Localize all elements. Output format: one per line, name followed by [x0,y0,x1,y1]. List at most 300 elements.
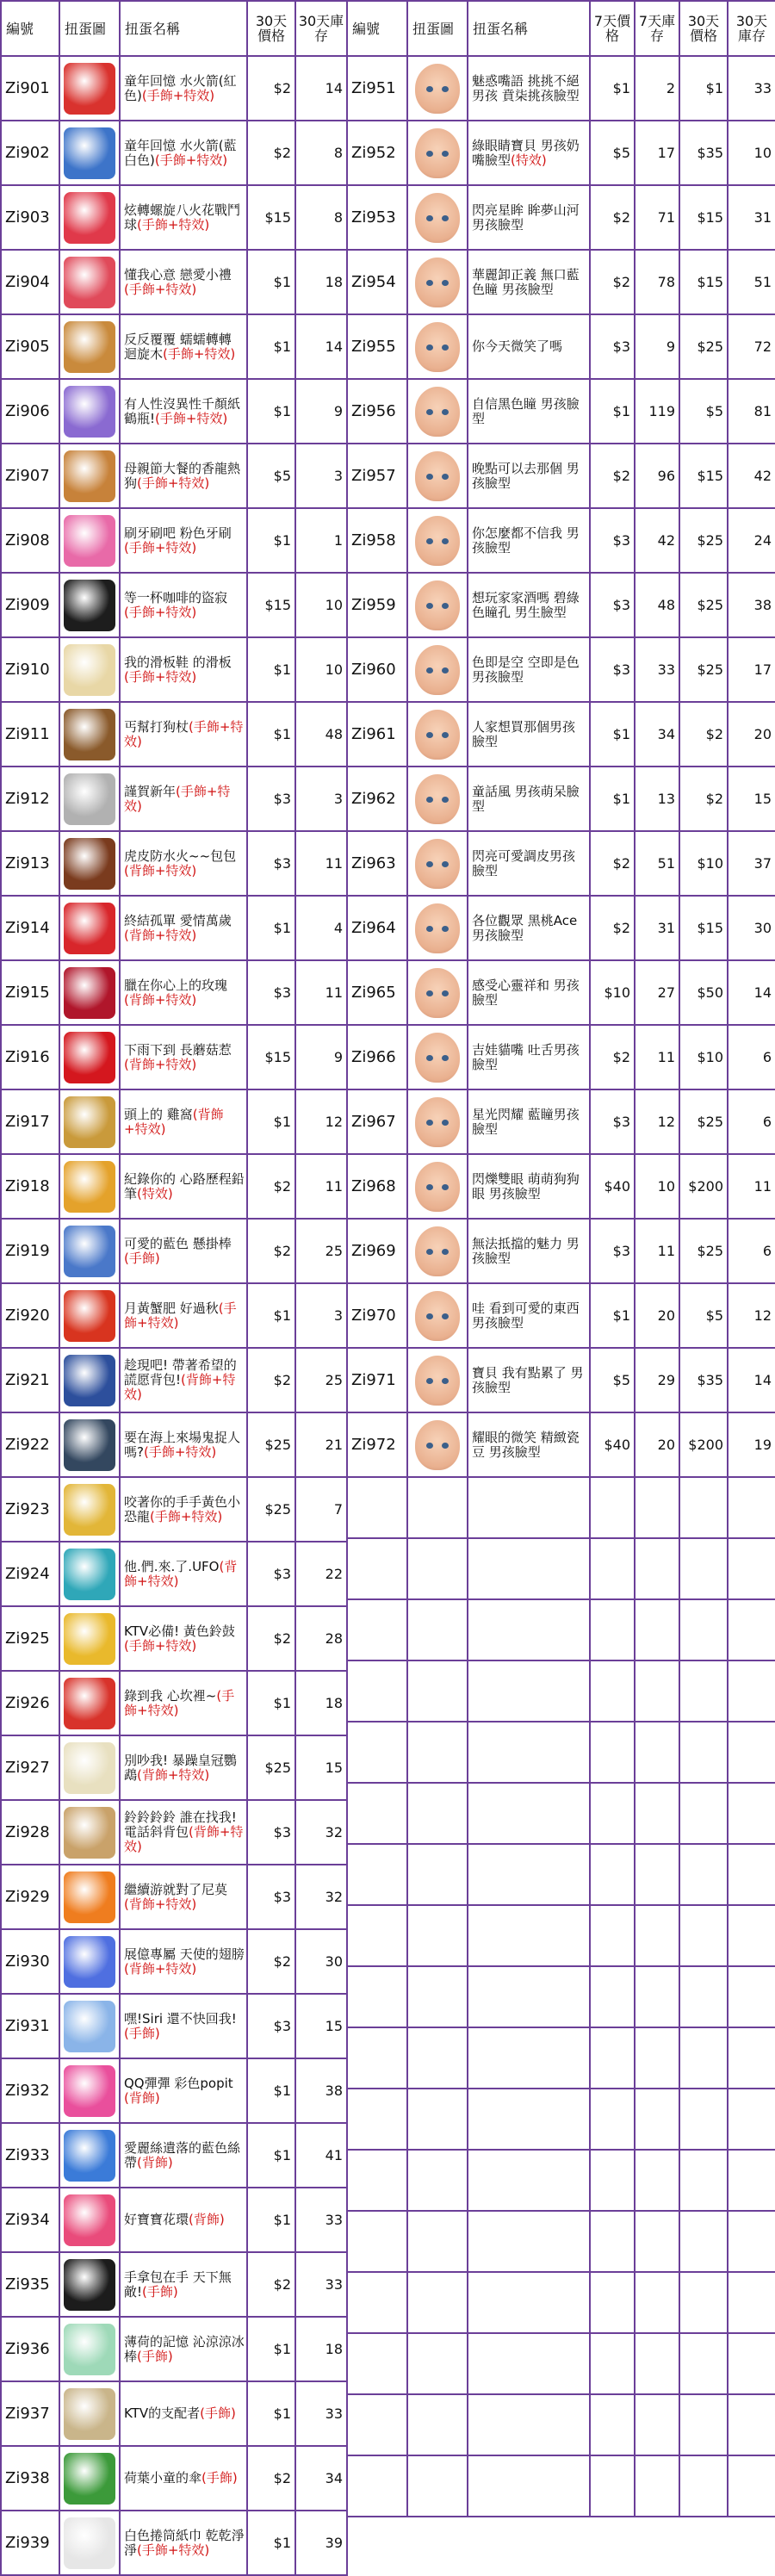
item-name-cell [468,1412,590,1477]
price-30: $1 [247,2188,295,2252]
item-type-tag: (手飾+特效) [124,604,197,620]
stock-7: 17 [635,121,679,185]
item-name: 等一杯咖啡的盜寂 [124,589,228,605]
item-image-cell [59,831,120,896]
item-code: Zi964 [347,896,407,960]
rocket-red-icon [64,63,115,115]
empty-cell [347,1538,407,1599]
empty-cell [590,2150,635,2211]
item-type-tag: (手飾+特效) [124,539,197,556]
item-image-cell [407,1089,468,1154]
empty-row [347,1477,775,1538]
item-code: Zi961 [347,702,407,767]
item-image-cell [59,121,120,185]
item-type-tag: (手飾+特效) [124,1300,237,1331]
empty-cell [590,1477,635,1538]
item-image-cell [407,1025,468,1089]
angel-wings-icon [64,1936,115,1988]
item-name-cell [120,1219,247,1283]
boy-face-icon [415,1420,460,1470]
table-row [1,2188,347,2252]
item-type-tag: (手飾+特效) [124,281,197,297]
item-code: Zi966 [347,1025,407,1089]
item-name-cell [120,960,247,1025]
stock-7: 51 [635,831,679,896]
empty-cell [635,2027,679,2089]
table-row [1,637,347,702]
stock-7: 29 [635,1348,679,1412]
item-name: 母親節大餐的香龍熱狗 [124,460,241,491]
empty-cell [407,2211,468,2272]
empty-cell [635,1660,679,1722]
nest-icon [64,1096,115,1148]
empty-cell [679,1538,728,1599]
boy-face-icon [415,1291,460,1341]
table-row [347,702,775,767]
item-name-cell [120,1089,247,1154]
boy-face-icon [415,774,460,824]
stock-7: 12 [635,1089,679,1154]
item-type-tag: (特效) [511,152,547,168]
table-row [347,831,775,896]
table-row [1,831,347,896]
wand-icon [64,1226,115,1277]
price-30: $2 [247,2446,295,2511]
item-image-cell [59,1671,120,1735]
stock-30: 38 [728,573,775,637]
item-image-cell [407,444,468,508]
stock-7: 78 [635,250,679,314]
staff-icon [64,709,115,760]
table-row [347,56,775,121]
table-row [347,896,775,960]
item-name-cell [468,379,590,444]
item-name: 刷牙刷吧 粉色牙刷 [124,525,232,541]
item-image-cell [407,573,468,637]
stock-30: 22 [295,1542,347,1606]
stock-30: 24 [728,508,775,573]
stock-30: 8 [295,121,347,185]
empty-cell [347,1905,407,1966]
stock-30: 32 [295,1865,347,1929]
right-header-row [347,1,775,56]
empty-cell [468,1660,590,1722]
price-7: $3 [590,1089,635,1154]
empty-cell [590,1538,635,1599]
crab-icon [64,1290,115,1342]
price-30: $35 [679,121,728,185]
empty-cell [347,1783,407,1844]
item-code: Zi952 [347,121,407,185]
item-name: 反反覆覆 蠕蠕轉轉 迴旋木 [124,331,232,362]
boy-face-icon [415,1226,460,1276]
item-image-cell [407,831,468,896]
stock-30: 34 [295,2446,347,2511]
boy-face-icon [415,1162,460,1212]
empty-cell [590,2211,635,2272]
empty-cell [407,1660,468,1722]
item-name: 手拿包在手 天下無敵! [124,2269,232,2300]
price-30: $1 [247,637,295,702]
stock-30: 30 [295,1929,347,1994]
table-row [1,702,347,767]
empty-cell [728,1844,775,1905]
empty-cell [407,1538,468,1599]
item-code: Zi919 [1,1219,59,1283]
empty-row [347,1722,775,1783]
item-name-cell [120,637,247,702]
empty-cell [407,1477,468,1538]
tiger-bag-icon [64,838,115,890]
header-stock-30: 30天庫存 [295,1,347,56]
stock-30: 6 [728,1089,775,1154]
item-image-cell [407,314,468,379]
price-30: $25 [247,1735,295,1800]
item-name: 月黃蟹肥 好過秋 [124,1300,219,1316]
stock-30: 6 [728,1219,775,1283]
item-code: Zi970 [347,1283,407,1348]
price-30: $3 [247,831,295,896]
stock-30: 38 [295,2058,347,2123]
empty-cell [679,1722,728,1783]
item-type-tag: (手飾) [124,2025,160,2041]
item-code: Zi971 [347,1348,407,1412]
item-image-cell [59,1348,120,1412]
item-image-cell [59,2252,120,2317]
item-image-cell [59,250,120,314]
empty-cell [407,2333,468,2394]
item-code: Zi918 [1,1154,59,1219]
table-row [1,896,347,960]
empty-cell [679,2455,728,2517]
price-7: $3 [590,573,635,637]
item-type-tag: (手飾+特效) [124,1687,235,1718]
stock-30: 37 [728,831,775,896]
header-price-7: 7天價格 [590,1,635,56]
item-name-cell [120,185,247,250]
stock-7: 34 [635,702,679,767]
empty-cell [590,2394,635,2455]
item-name: 薄荷的記憶 沁涼涼冰棒 [124,2333,245,2364]
item-code: Zi937 [1,2381,59,2446]
stock-30: 15 [295,1994,347,2058]
item-name: 寶貝 我有點累了 男孩臉型 [472,1364,584,1395]
pirate-doll-icon [64,1419,115,1471]
item-name: 魅惑嘴語 挑挑不絕男孩 賁柒挑孩臉型 [472,72,580,103]
table-row [347,444,775,508]
ufo-icon [64,1549,115,1600]
boy-face-icon [415,645,460,695]
rose-icon [64,967,115,1019]
item-image-cell [59,56,120,121]
clutch-bag-icon [64,2259,115,2311]
item-code: Zi905 [1,314,59,379]
item-name: 趁現吧! 帶著希望的 謊愿背包! [124,1357,237,1387]
empty-cell [635,1966,679,2027]
item-image-cell [59,1283,120,1348]
item-image-cell [59,1800,120,1865]
stock-7: 119 [635,379,679,444]
spiral-wood-icon [64,321,115,373]
empty-cell [590,1966,635,2027]
empty-row [347,2027,775,2089]
paper-crane-icon [64,386,115,438]
item-name-cell [120,896,247,960]
item-image-cell [407,508,468,573]
item-name: 丐幫打狗杖 [124,718,189,735]
item-name: 哇 看到可愛的東西 男孩臉型 [472,1300,580,1331]
stock-30: 9 [295,1025,347,1089]
item-code: Zi934 [1,2188,59,2252]
stock-7: 31 [635,896,679,960]
stock-30: 14 [295,314,347,379]
price-30: $25 [679,573,728,637]
item-image-cell [407,121,468,185]
empty-cell [590,2272,635,2333]
table-row [347,1025,775,1089]
stock-30: 31 [728,185,775,250]
stock-30: 12 [728,1283,775,1348]
stock-30: 28 [295,1606,347,1671]
header-name: 扭蛋名稱 [468,1,590,56]
item-image-cell [59,2123,120,2188]
item-type-tag: (手飾+特效) [163,345,236,362]
item-type-tag: (手飾+特效) [124,1637,197,1654]
item-name-cell [120,314,247,379]
item-code: Zi906 [1,379,59,444]
empty-cell [635,1905,679,1966]
price-30: $25 [247,1477,295,1542]
item-type-tag: (手飾+特效) [124,668,197,685]
item-code: Zi925 [1,1606,59,1671]
table-row [347,121,775,185]
empty-cell [347,2455,407,2517]
price-30: $15 [247,573,295,637]
price-7: $5 [590,1348,635,1412]
empty-cell [635,1538,679,1599]
item-image-cell [59,1477,120,1542]
new-year-fan-icon [64,773,115,825]
price-7: $5 [590,121,635,185]
table-row [1,121,347,185]
stock-30: 33 [728,56,775,121]
item-image-cell [59,1542,120,1606]
item-type-tag: (手飾+特效) [137,2542,210,2558]
item-name-cell [120,767,247,831]
stock-7: 2 [635,56,679,121]
item-code: Zi928 [1,1800,59,1865]
price-30: $25 [247,1412,295,1477]
stock-30: 7 [295,1477,347,1542]
item-code: Zi910 [1,637,59,702]
table-row [347,508,775,573]
price-7: $3 [590,508,635,573]
item-code: Zi927 [1,1735,59,1800]
item-name: 錄到我 心坎裡~ [124,1687,217,1704]
empty-cell [468,2027,590,2089]
price-7: $10 [590,960,635,1025]
item-type-tag: (手飾+特效) [154,152,228,168]
item-name: 你今天微笑了嗎 [472,338,563,354]
empty-cell [728,2211,775,2272]
item-image-cell [407,960,468,1025]
item-image-cell [407,1412,468,1477]
item-name-cell [468,121,590,185]
item-image-cell [407,1283,468,1348]
item-image-cell [59,1089,120,1154]
price-30: $1 [247,2511,295,2575]
item-name: 晚點可以去那個 男孩臉型 [472,460,580,491]
item-code: Zi963 [347,831,407,896]
empty-cell [679,1660,728,1722]
empty-cell [347,1660,407,1722]
item-name: 綠眼睛寶貝 男孩奶嘴臉型 [472,137,580,168]
stock-30: 8 [295,185,347,250]
item-image-cell [59,2188,120,2252]
item-name: 虎皮防水火~~包包 [124,847,237,864]
item-image-cell [407,185,468,250]
pencil-icon [64,1161,115,1213]
item-code: Zi960 [347,637,407,702]
item-name: 要在海上來場鬼捉人嗎? [124,1429,241,1460]
empty-cell [347,2150,407,2211]
stock-30: 32 [295,1800,347,1865]
item-type-tag: (背飾+特效) [124,1056,197,1072]
item-image-cell [407,1219,468,1283]
price-30: $2 [247,1606,295,1671]
stock-30: 25 [295,1219,347,1283]
header-price-30: 30天價格 [247,1,295,56]
empty-cell [728,2394,775,2455]
empty-cell [679,2211,728,2272]
item-type-tag: (背飾) [189,2212,225,2227]
item-name: 嘿!Siri 還不快回我! [124,2010,237,2027]
stock-7: 71 [635,185,679,250]
empty-cell [728,2333,775,2394]
smartphone-icon [64,2001,115,2052]
price-30: $200 [679,1412,728,1477]
item-image-cell [59,2317,120,2381]
empty-row [347,1599,775,1660]
item-type-tag: (手飾) [137,2348,173,2364]
price-30: $2 [247,1929,295,1994]
empty-cell [347,2394,407,2455]
table-row [1,1542,347,1606]
empty-cell [635,1477,679,1538]
item-code: Zi932 [1,2058,59,2123]
price-30: $15 [679,185,728,250]
item-name: 自信黑色瞳 男孩臉型 [472,395,580,426]
empty-cell [347,1966,407,2027]
item-type-tag: (手飾) [200,2405,236,2421]
boy-face-icon [415,193,460,243]
stock-7: 11 [635,1219,679,1283]
empty-cell [407,2394,468,2455]
price-30: $5 [247,444,295,508]
item-name: QQ彈彈 彩色popit [124,2075,233,2091]
item-name-cell [120,1348,247,1412]
header-image: 扭蛋圖 [407,1,468,56]
item-name-cell [120,2123,247,2188]
item-name: 無法抵擋的魅力 男孩臉型 [472,1235,580,1266]
price-7: $3 [590,637,635,702]
empty-cell [590,2455,635,2517]
item-image-cell [59,379,120,444]
item-name: 懂我心意 戀愛小禮 [124,266,232,282]
empty-row [347,1844,775,1905]
item-name: 可愛的藍色 懸掛棒 [124,1235,232,1251]
empty-cell [728,1783,775,1844]
item-code: Zi926 [1,1671,59,1735]
item-name-cell [120,1412,247,1477]
empty-cell [590,1844,635,1905]
item-image-cell [59,1025,120,1089]
stock-30: 33 [295,2381,347,2446]
item-code: Zi908 [1,508,59,573]
item-name: 白色捲筒紙巾 乾乾淨淨 [124,2527,245,2558]
price-7: $2 [590,1025,635,1089]
empty-cell [679,2089,728,2150]
price-30: $2 [679,767,728,831]
item-name: 你怎麼都不信我 男孩臉型 [472,525,580,556]
red-wings-icon [64,903,115,954]
table-row [1,767,347,831]
item-name-cell [120,121,247,185]
item-name-cell [120,250,247,314]
item-type-tag: (背飾+特效) [124,991,197,1008]
empty-cell [728,1538,775,1599]
empty-cell [468,1477,590,1538]
table-row [1,2446,347,2511]
empty-cell [635,2455,679,2517]
stock-7: 33 [635,637,679,702]
empty-cell [468,2089,590,2150]
item-name-cell [120,1283,247,1348]
price-30: $25 [679,508,728,573]
item-name-cell [120,379,247,444]
price-30: $1 [247,2058,295,2123]
item-image-cell [59,1412,120,1477]
table-row [347,1283,775,1348]
item-image-cell [59,1154,120,1219]
empty-row [347,2272,775,2333]
empty-row [347,1966,775,2027]
price-7: $1 [590,1283,635,1348]
boy-face-icon [415,258,460,307]
item-name-cell [468,573,590,637]
table-row [1,1994,347,2058]
right-table-body [347,56,775,2517]
stock-30: 14 [728,960,775,1025]
price-30: $25 [679,1089,728,1154]
table-row [1,2381,347,2446]
header-stock-7: 7天庫存 [635,1,679,56]
item-name: 別吵我! 暴躁皇冠鸚鵡 [124,1752,237,1783]
stock-30: 72 [728,314,775,379]
item-name: 紀錄你的 心路歷程鉛筆 [124,1170,245,1201]
tissue-roll-icon [64,2517,115,2569]
item-name-cell [120,1929,247,1994]
price-7: $40 [590,1154,635,1219]
table-row [1,1154,347,1219]
item-code: Zi930 [1,1929,59,1994]
item-image-cell [407,896,468,960]
price-30: $2 [247,1154,295,1219]
item-code: Zi904 [1,250,59,314]
item-image-cell [407,702,468,767]
item-name: 有人性沒異性千顏紙鶴瓶! [124,395,241,426]
price-7: $3 [590,1219,635,1283]
